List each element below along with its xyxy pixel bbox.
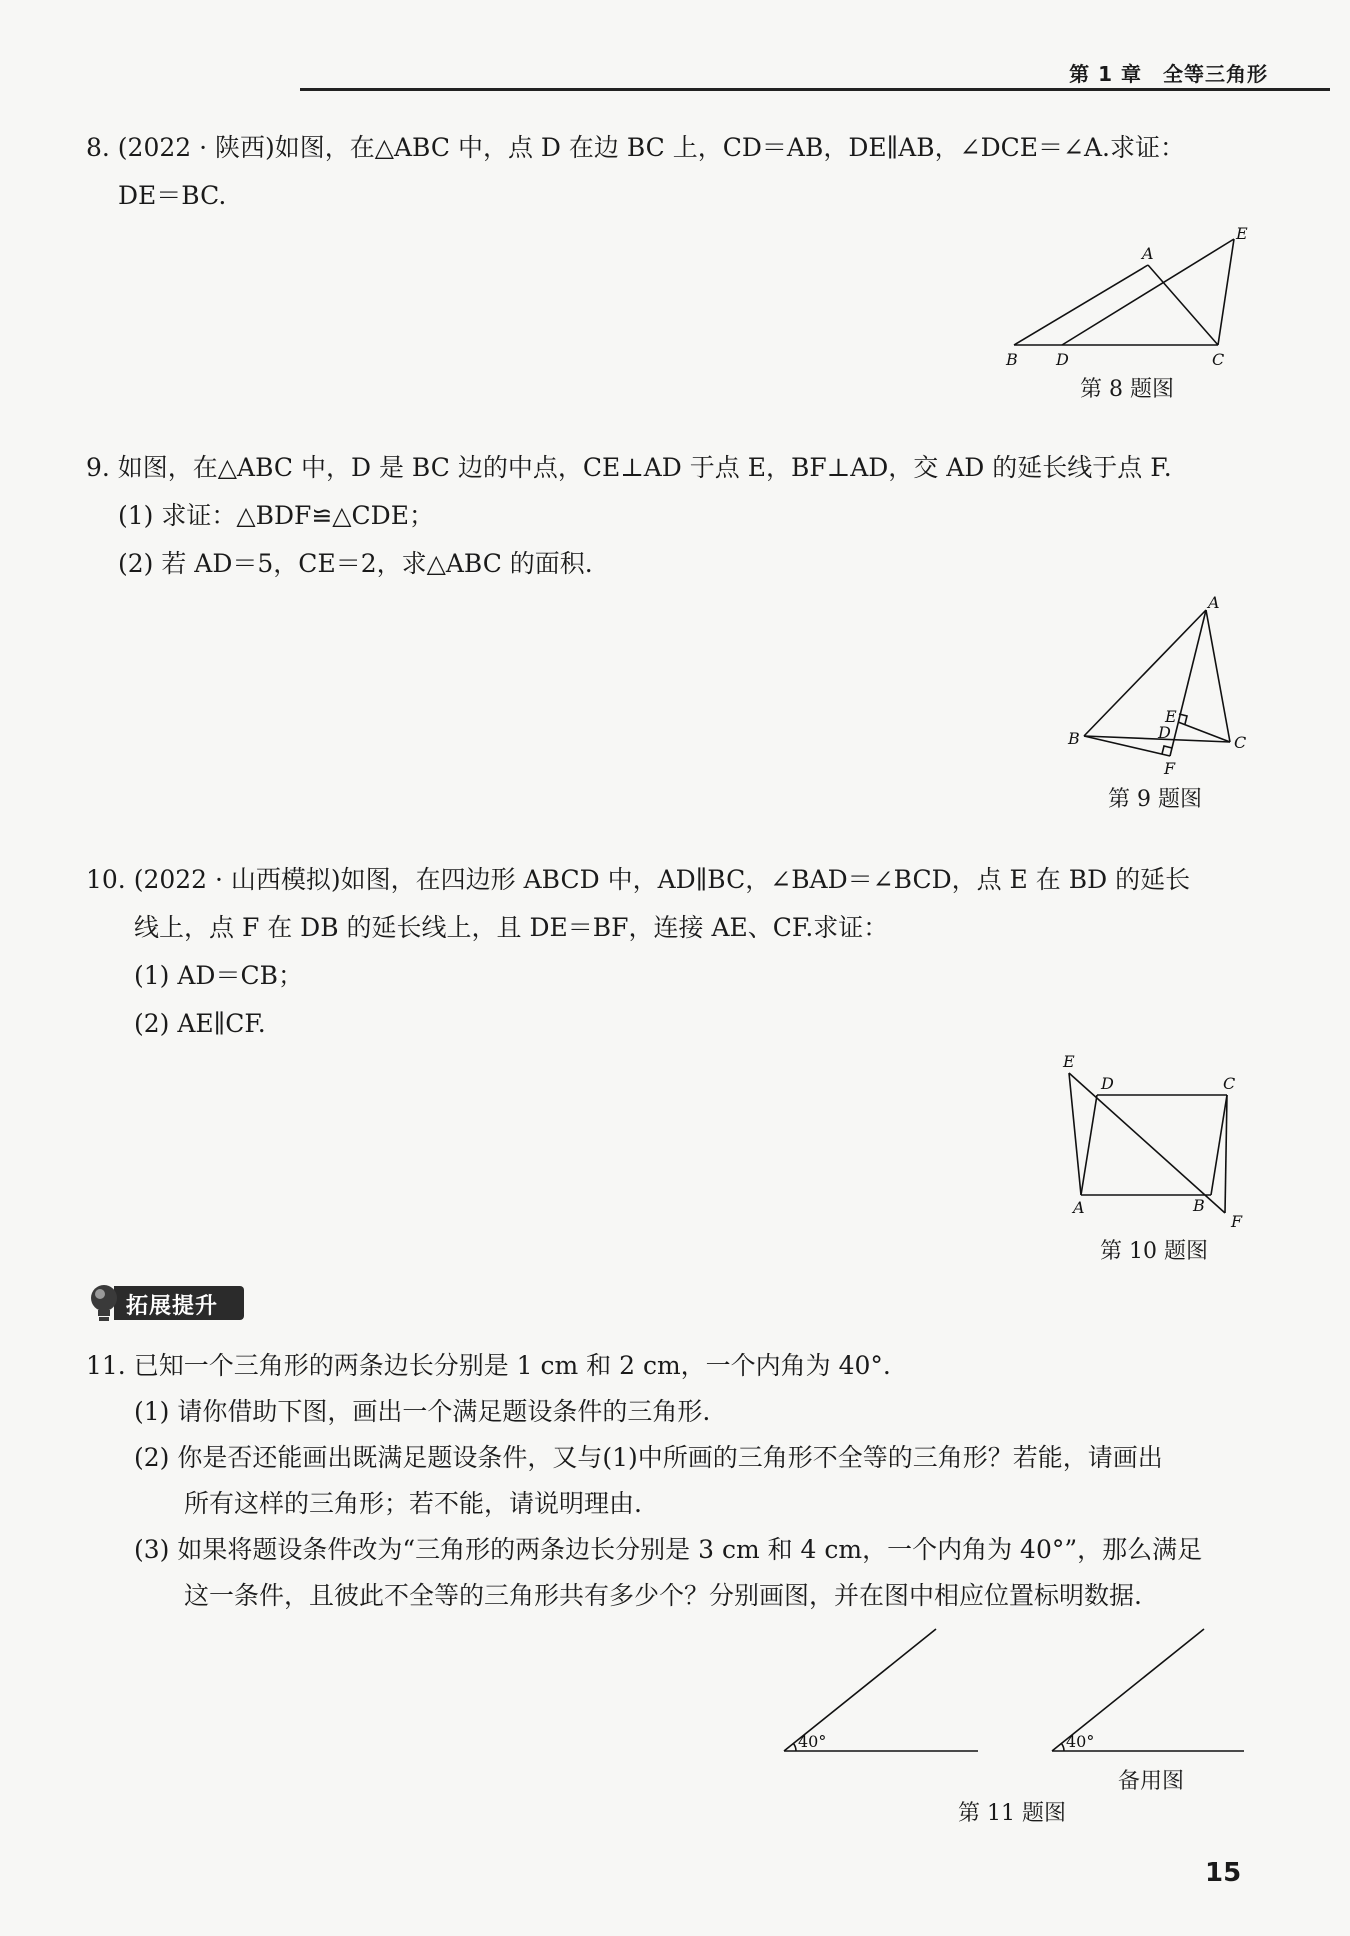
q10-label-b: B bbox=[1193, 1196, 1205, 1215]
q10-segment-ad bbox=[1081, 1095, 1097, 1195]
q8-caption: 第 8 题图 bbox=[1080, 377, 1174, 402]
q8-text-line1: 8. (2022 · 陕西)如图，在△ABC 中，点 D 在边 BC 上，CD＝AB，DE∥AB，∠DCE＝∠A.求证： bbox=[86, 133, 1185, 162]
q8-label-a: A bbox=[1142, 244, 1154, 263]
q9-label-f: F bbox=[1164, 759, 1176, 778]
q10-label-c: C bbox=[1223, 1074, 1236, 1093]
q11-part3-line2: 这一条件，且彼此不全等的三角形共有多少个？分别画图，并在图中相应位置标明数据. bbox=[184, 1581, 1142, 1610]
q11-part2-line2: 所有这样的三角形；若不能，请说明理由. bbox=[184, 1489, 642, 1518]
q11-part2-line1: (2) 你是否还能画出既满足题设条件，又与(1)中所画的三角形不全等的三角形？若能，请画出 bbox=[134, 1443, 1163, 1472]
q8-text-line2: DE＝BC. bbox=[118, 181, 227, 210]
q9-segment-af bbox=[1170, 610, 1206, 756]
q11-text-line1: 11. 已知一个三角形的两条边长分别是 1 cm 和 2 cm，一个内角为 40°. bbox=[86, 1351, 891, 1380]
q11-part1: (1) 请你借助下图，画出一个满足题设条件的三角形. bbox=[134, 1397, 711, 1426]
q8-label-c: C bbox=[1212, 350, 1225, 369]
q9-segment-ce bbox=[1178, 722, 1230, 742]
page-header bbox=[300, 58, 1350, 92]
q10-text-line2: 线上，点 F 在 DB 的延长线上，且 DE＝BF，连接 AE、CF.求证： bbox=[134, 913, 889, 942]
q9-text-line1: 9. 如图，在△ABC 中，D 是 BC 边的中点，CE⊥AD 于点 E，BF⊥AD，交 AD 的延长线于点 F. bbox=[86, 453, 1172, 482]
section-title: 拓展提升 bbox=[126, 1294, 219, 1319]
q11-spare-angle-label: 40° bbox=[1066, 1732, 1095, 1751]
q10-segment-ef bbox=[1069, 1073, 1225, 1213]
q9-label-a: A bbox=[1208, 593, 1220, 612]
q9-label-d: D bbox=[1158, 723, 1171, 742]
q10-segment-cf bbox=[1225, 1095, 1227, 1213]
q9-label-b: B bbox=[1068, 729, 1080, 748]
q11-angle-figure bbox=[780, 1625, 1000, 1765]
q10-label-f: F bbox=[1231, 1212, 1243, 1231]
q11-spare-caption: 备用图 bbox=[1118, 1769, 1185, 1794]
q10-text-line1: 10. (2022 · 山西模拟)如图，在四边形 ABCD 中，AD∥BC，∠BAD＝∠BCD，点 E 在 BD 的延长 bbox=[86, 865, 1191, 894]
q10-label-d: D bbox=[1101, 1074, 1114, 1093]
q8-label-d: D bbox=[1056, 350, 1069, 369]
q9-part2: (2) 若 AD＝5，CE＝2，求△ABC 的面积. bbox=[118, 549, 593, 578]
q11-spare-figure bbox=[1048, 1625, 1268, 1765]
lightbulb-icon bbox=[86, 1282, 126, 1326]
q9-figure bbox=[1060, 590, 1250, 780]
q11-spare-arc bbox=[1061, 1743, 1064, 1751]
q10-figure bbox=[1055, 1045, 1255, 1235]
section-tag bbox=[86, 1282, 246, 1322]
q11-angle-arc bbox=[793, 1743, 796, 1751]
q8-segment-ac bbox=[1148, 265, 1218, 345]
q8-label-e: E bbox=[1236, 224, 1248, 243]
q8-figure bbox=[1000, 224, 1260, 369]
header-rule bbox=[300, 88, 1330, 91]
q8-segment-ce bbox=[1218, 239, 1234, 345]
page-number: 15 bbox=[1205, 1858, 1242, 1888]
q11-part3-line1: (3) 如果将题设条件改为“三角形的两条边长分别是 3 cm 和 4 cm，一个内角为 40°”，那么满足 bbox=[134, 1535, 1203, 1564]
q11-angle-label: 40° bbox=[798, 1732, 827, 1751]
q10-caption: 第 10 题图 bbox=[1100, 1239, 1208, 1264]
q9-segment-ba bbox=[1084, 610, 1206, 736]
q10-label-a: A bbox=[1073, 1198, 1085, 1217]
chapter-title: 第 1 章 全等三角形 bbox=[1069, 62, 1268, 86]
q9-label-e: E bbox=[1165, 707, 1177, 726]
q10-segment-ae bbox=[1069, 1073, 1081, 1195]
q10-part1: (1) AD＝CB； bbox=[134, 961, 303, 990]
q10-part2: (2) AE∥CF. bbox=[134, 1009, 266, 1038]
q9-label-c: C bbox=[1234, 733, 1247, 752]
q10-label-e: E bbox=[1063, 1052, 1075, 1071]
q10-segment-bc bbox=[1211, 1095, 1227, 1195]
q9-segment-ac bbox=[1206, 610, 1230, 742]
q8-label-b: B bbox=[1006, 350, 1018, 369]
q9-part1: (1) 求证：△BDF≌△CDE； bbox=[118, 501, 434, 530]
q9-caption: 第 9 题图 bbox=[1108, 787, 1202, 812]
q11-caption: 第 11 题图 bbox=[958, 1801, 1066, 1826]
